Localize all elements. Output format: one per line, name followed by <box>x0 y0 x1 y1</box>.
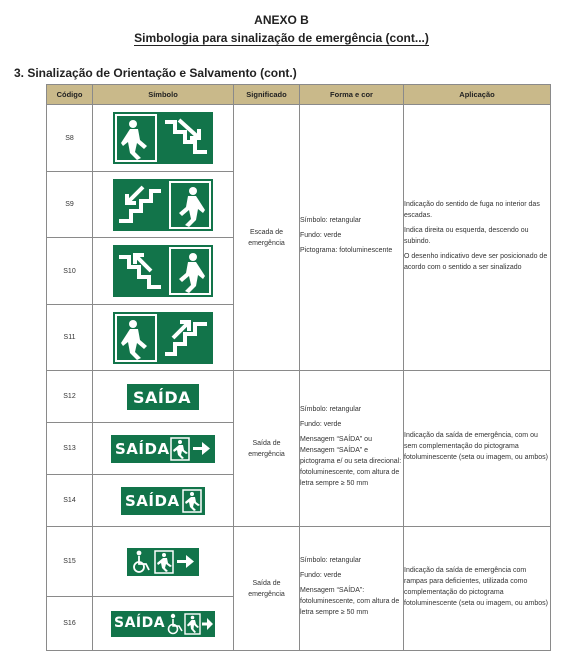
running-man-icon <box>157 553 172 572</box>
stairs-down-left-sign <box>113 179 213 231</box>
running-man-icon <box>185 492 200 511</box>
code-s16: S16 <box>47 597 93 651</box>
symbol-s8 <box>93 105 234 172</box>
code-s13: S13 <box>47 423 93 475</box>
col-significado: Significado <box>234 85 300 105</box>
code-s11: S11 <box>47 305 93 371</box>
stairs-down-right-icon <box>165 120 207 152</box>
stairs-down-left-icon <box>119 187 161 221</box>
symbol-s15 <box>93 527 234 597</box>
stairs-up-left-icon <box>119 255 161 287</box>
annex-subtitle: Simbologia para sinalização de emergência (cont...) <box>134 31 429 45</box>
symbol-s10 <box>93 238 234 305</box>
col-codigo: Código <box>47 85 93 105</box>
saida-man-sign: SAÍDA <box>121 487 205 515</box>
stairs-up-right-icon <box>165 322 207 354</box>
running-man-icon <box>173 440 188 459</box>
running-man-icon <box>179 253 205 293</box>
code-s12: S12 <box>47 371 93 423</box>
wheelchair-icon <box>169 614 183 633</box>
symbol-s9 <box>93 172 234 238</box>
saida-sign: SAÍDA <box>127 384 199 410</box>
symbol-s14 <box>93 475 234 527</box>
aplicacao-saida: Indicação da saída de emergência, com ou sem complementação do pictograma fotoluminescente (seta ou imagem, ou ambos) <box>404 371 551 527</box>
wheelchair-icon <box>134 551 149 572</box>
annex-title: ANEXO B <box>254 13 309 27</box>
stairs-up-left-sign <box>113 245 213 297</box>
forma-cor-saida-acessivel: Símbolo: retangular Fundo: verde Mensagem “SAÍDA”: fotoluminescente, com altura de letra sempre ≥ 50 mm <box>300 527 404 651</box>
significado-saida-acessivel: Saída de emergência <box>234 527 300 651</box>
aplicacao-escada: Indicação do sentido de fuga no interior das escadas. Indica direita ou esquerda, descendo ou subindo. O desenho indicativo deve ser posicionado de acordo com o sentido a ser sinalizado <box>404 105 551 371</box>
saida-man-arrow-sign: SAÍDA <box>111 435 215 463</box>
right-arrow-icon <box>193 442 210 455</box>
section-title: 3. Sinalização de Orientação e Salvamento (cont.) <box>14 66 297 80</box>
forma-cor-saida: Símbolo: retangular Fundo: verde Mensagem “SAÍDA” ou Mensagem “SAÍDA” e pictograma e/ ou seta direcional: fotoluminescente, com altura de letra sempre ≥ 50 mm <box>300 371 404 527</box>
running-man-icon <box>121 120 147 160</box>
code-s8: S8 <box>47 105 93 172</box>
saida-wheelchair-arrow-sign: SAÍDA <box>111 611 215 637</box>
significado-escada: Escada de emergência <box>234 105 300 371</box>
col-aplicacao: Aplicação <box>404 85 551 105</box>
wheelchair-man-arrow-sign <box>127 548 199 576</box>
symbol-s11 <box>93 305 234 371</box>
symbol-s12 <box>93 371 234 423</box>
signage-table <box>46 84 551 651</box>
table-row <box>47 371 551 423</box>
code-s9: S9 <box>47 172 93 238</box>
stairs-up-right-sign <box>113 312 213 364</box>
code-s14: S14 <box>47 475 93 527</box>
running-man-icon <box>187 615 199 632</box>
forma-cor-escada: Símbolo: retangular Fundo: verde Pictograma: fotoluminescente <box>300 105 404 371</box>
table-row <box>47 527 551 597</box>
col-forma-cor: Forma e cor <box>300 85 404 105</box>
table-header-row <box>47 85 551 105</box>
significado-saida: Saída de emergência <box>234 371 300 527</box>
code-s10: S10 <box>47 238 93 305</box>
right-arrow-icon <box>177 555 194 568</box>
right-arrow-icon <box>202 618 213 630</box>
aplicacao-saida-acessivel: Indicação da saída de emergência com rampas para deficientes, utilizada como complementação do pictograma fotoluminescente (seta ou imagem, ou ambos) <box>404 527 551 651</box>
stairs-down-right-sign <box>113 112 213 164</box>
running-man-icon <box>121 320 147 360</box>
table-row <box>47 105 551 172</box>
running-man-icon <box>179 187 205 227</box>
symbol-s16 <box>93 597 234 651</box>
symbol-s13 <box>93 423 234 475</box>
col-simbolo: Símbolo <box>93 85 234 105</box>
code-s15: S15 <box>47 527 93 597</box>
